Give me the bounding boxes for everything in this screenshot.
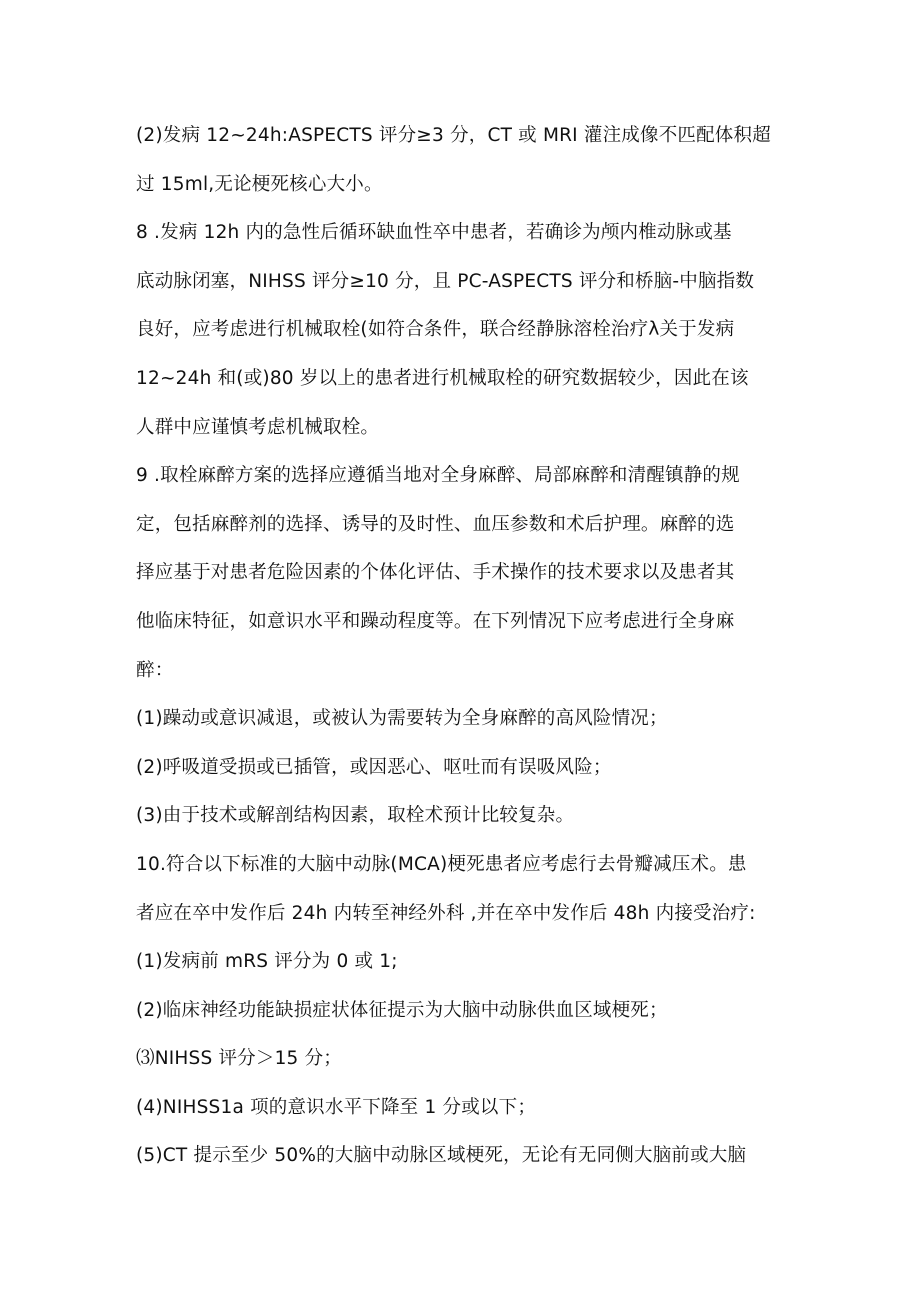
text-line: (1)躁动或意识减退，或被认为需要转为全身麻醉的高风险情况； [136, 708, 668, 730]
text-line: 9 .取栓麻醉方案的选择应遵循当地对全身麻醉、局部麻醉和清醒镇静的规 [136, 465, 740, 487]
text-line: 良好，应考虑进行机械取栓(如符合条件，联合经静脉溶栓治疗λ关于发病 [136, 319, 735, 341]
text-line: (2)发病 12~24h:ASPECTS 评分≥3 分，CT 或 MRI 灌注成像不匹配体积超 [136, 125, 771, 146]
text-line: 者应在卒中发作后 24h 内转至神经外科 ,并在卒中发作后 48h 内接受治疗: [136, 902, 756, 924]
text-line: 8 .发病 12h 内的急性后循环缺血性卒中患者，若确诊为颅内椎动脉或基 [136, 222, 732, 244]
text-line: (2)呼吸道受损或已插管，或因恶心、呕吐而有误吸风险； [136, 756, 612, 778]
text-line: 择应基于对患者危险因素的个体化评估、手术操作的技术要求以及患者其 [136, 562, 735, 584]
text-line: 12~24h 和(或)80 岁以上的患者进行机械取栓的研究数据较少，因此在该 [136, 367, 749, 389]
text-line: (3)由于技术或解剖结构因素，取栓术预计比较复杂。 [136, 805, 575, 827]
text-line: (5)CT 提示至少 50%的大脑中动脉区域梗死，无论有无同侧大脑前或大脑 [136, 1145, 747, 1167]
text-line: 人群中应谨慎考虑机械取栓。 [136, 416, 380, 438]
text-line: 10.符合以下标准的大脑中动脉(MCA)梗死患者应考虑行去骨瓣减压术。患 [136, 853, 747, 875]
text-line: 过 15ml,无论梗死核心大小。 [136, 173, 383, 195]
text-line: 底动脉闭塞，NIHSS 评分≥10 分，且 PC-ASPECTS 评分和桥脑-中脑指数 [136, 270, 755, 292]
text-line: 他临床特征，如意识水平和躁动程度等。在下列情况下应考虑进行全身麻 [136, 610, 735, 632]
document-body [136, 112, 788, 1181]
text-line: (2)临床神经功能缺损症状体征提示为大脑中动脉供血区域梗死； [136, 999, 668, 1021]
text-line: ⑶NIHSS 评分＞15 分； [136, 1048, 342, 1070]
text-line: (1)发病前 mRS 评分为 0 或 1; [136, 951, 398, 973]
text-line: (4)NIHSS1a 项的意识水平下降至 1 分或以下； [136, 1096, 537, 1118]
text-line: 醉： [136, 659, 174, 681]
text-line: 定，包括麻醉剂的选择、诱导的及时性、血压参数和术后护理。麻醉的选 [136, 513, 735, 535]
